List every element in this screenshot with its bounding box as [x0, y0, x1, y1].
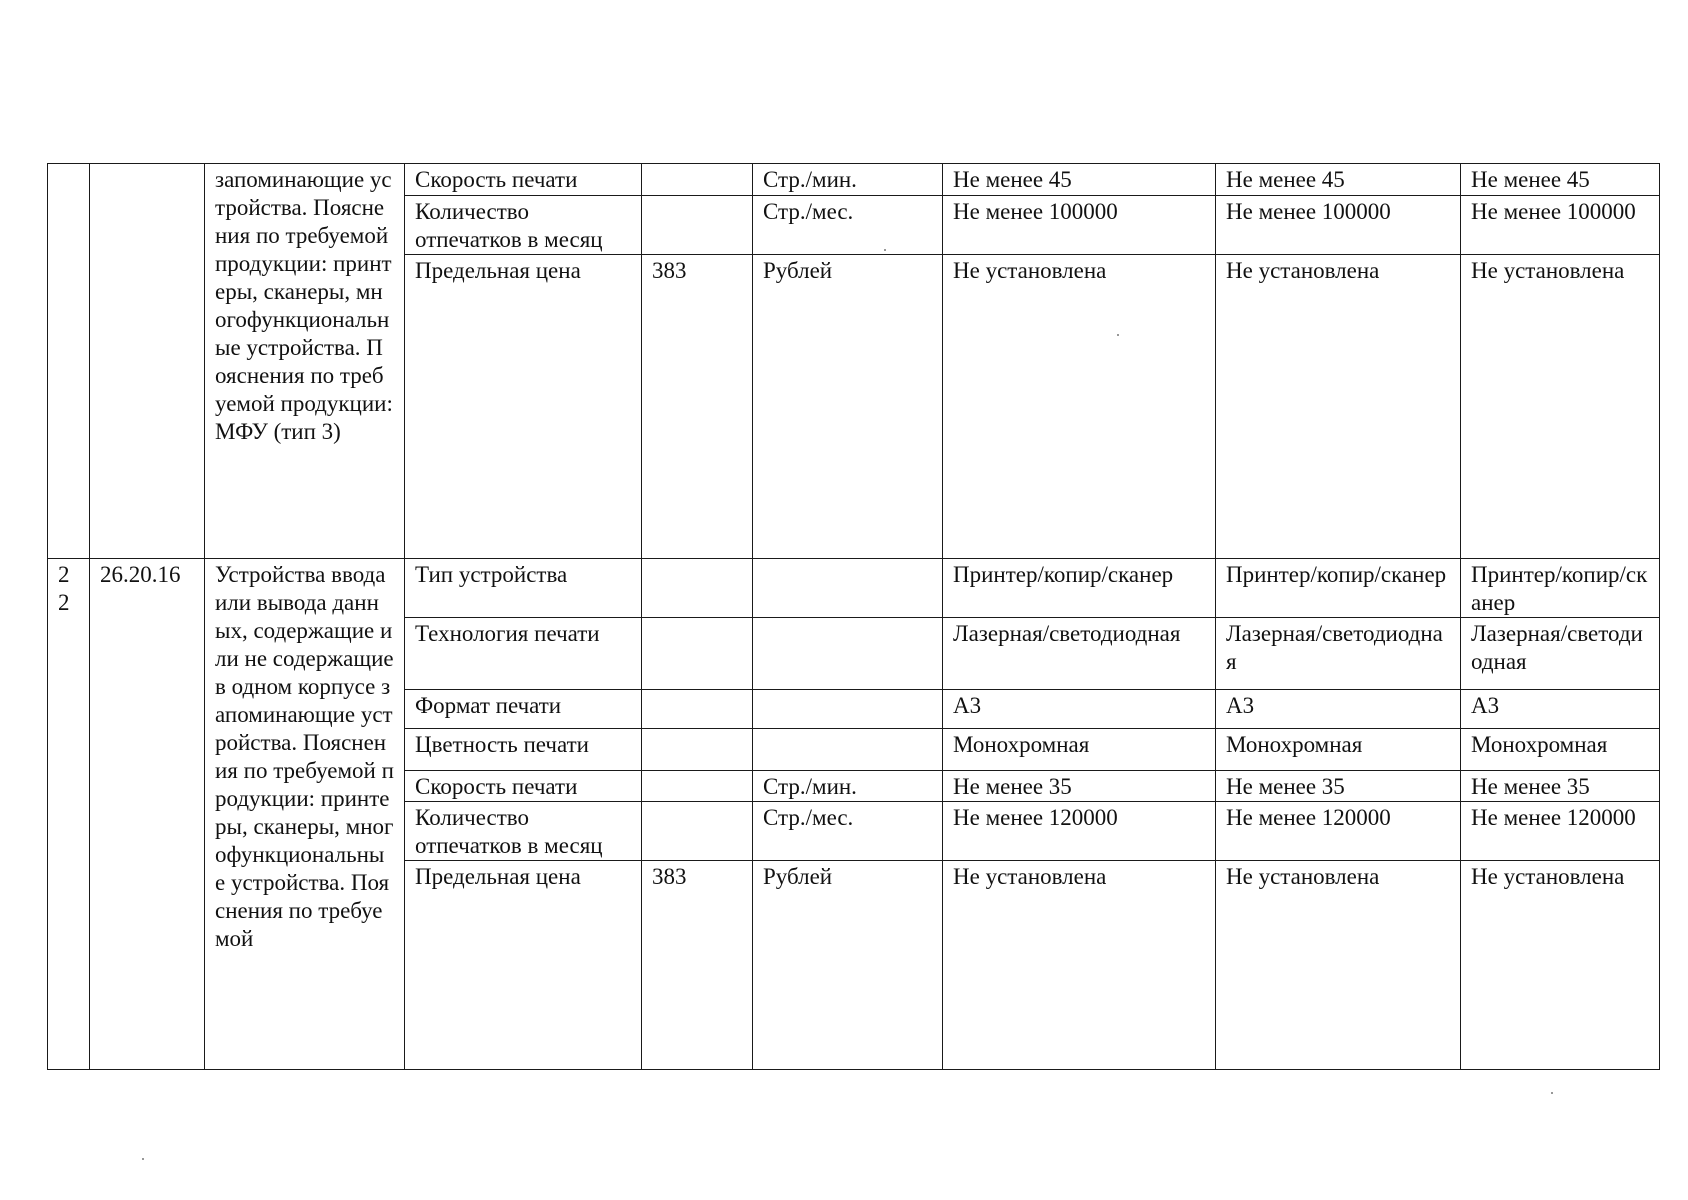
unit-name: Стр./мин. [753, 164, 943, 196]
value-3: Не менее 45 [1461, 164, 1660, 196]
characteristic-name: Предельная цена [405, 861, 642, 1070]
product-description: Устройства ввода или вывода данных, содержащие или не содержащие в одном корпусе запоминающие устройства. Пояснения по требуемой продукции: принтеры, сканеры, многофункциональные устройства. Пояснения по требуемой [205, 559, 405, 1070]
value-3: Принтер/копир/сканер [1461, 559, 1660, 618]
value-1: Не менее 100000 [943, 196, 1216, 255]
scan-speck [1551, 1092, 1553, 1094]
unit-name: Рублей [753, 255, 943, 559]
characteristic-name: Скорость печати [405, 771, 642, 802]
value-1: А3 [943, 690, 1216, 729]
value-1: Не установлена [943, 861, 1216, 1070]
okei-code [642, 802, 753, 861]
unit-name: Стр./мес. [753, 196, 943, 255]
characteristic-name: Количество отпечатков в месяц [405, 802, 642, 861]
value-3: Не менее 100000 [1461, 196, 1660, 255]
unit-name [753, 729, 943, 771]
value-3: А3 [1461, 690, 1660, 729]
value-2: Монохромная [1216, 729, 1461, 771]
okei-code [642, 559, 753, 618]
value-1: Не менее 45 [943, 164, 1216, 196]
value-1: Не менее 35 [943, 771, 1216, 802]
unit-name: Рублей [753, 861, 943, 1070]
value-1: Не установлена [943, 255, 1216, 559]
value-3: Не установлена [1461, 861, 1660, 1070]
okpd-code-cell [90, 164, 205, 559]
value-2: Не менее 100000 [1216, 196, 1461, 255]
okei-code [642, 618, 753, 690]
okei-code: 383 [642, 861, 753, 1070]
scan-speck [142, 1158, 144, 1160]
value-3: Лазерная/светодиодная [1461, 618, 1660, 690]
okei-code [642, 729, 753, 771]
value-1: Не менее 120000 [943, 802, 1216, 861]
row-number: 22 [48, 559, 90, 1070]
value-2: Не менее 45 [1216, 164, 1461, 196]
okei-code [642, 771, 753, 802]
okei-code [642, 196, 753, 255]
unit-name: Стр./мин. [753, 771, 943, 802]
table-row [48, 559, 1660, 618]
value-3: Не установлена [1461, 255, 1660, 559]
value-3: Монохромная [1461, 729, 1660, 771]
okpd-code: 26.20.16 [90, 559, 205, 1070]
scan-speck [884, 249, 886, 251]
table-row [48, 164, 1660, 196]
value-2: Не менее 35 [1216, 771, 1461, 802]
value-3: Не менее 120000 [1461, 802, 1660, 861]
value-1: Принтер/копир/сканер [943, 559, 1216, 618]
product-description: запоминающие устройства. Пояснения по требуемой продукции: принтеры, сканеры, многофункциональные устройства. Пояснения по требуемой продукции: МФУ (тип 3) [205, 164, 405, 559]
okei-code: 383 [642, 255, 753, 559]
value-2: Лазерная/светодиодная [1216, 618, 1461, 690]
value-2: Принтер/копир/сканер [1216, 559, 1461, 618]
unit-name [753, 690, 943, 729]
value-2: Не установлена [1216, 861, 1461, 1070]
unit-name [753, 618, 943, 690]
value-2: А3 [1216, 690, 1461, 729]
requirements-table [47, 163, 1660, 1070]
characteristic-name: Формат печати [405, 690, 642, 729]
characteristic-name: Скорость печати [405, 164, 642, 196]
value-2: Не установлена [1216, 255, 1461, 559]
unit-name: Стр./мес. [753, 802, 943, 861]
characteristic-name: Цветность печати [405, 729, 642, 771]
scan-speck [1117, 334, 1119, 336]
value-1: Монохромная [943, 729, 1216, 771]
okei-code [642, 164, 753, 196]
okei-code [642, 690, 753, 729]
characteristic-name: Технология печати [405, 618, 642, 690]
value-2: Не менее 120000 [1216, 802, 1461, 861]
unit-name [753, 559, 943, 618]
characteristic-name: Тип устройства [405, 559, 642, 618]
characteristic-name: Предельная цена [405, 255, 642, 559]
characteristic-name: Количество отпечатков в месяц [405, 196, 642, 255]
value-3: Не менее 35 [1461, 771, 1660, 802]
row-number-cell [48, 164, 90, 559]
value-1: Лазерная/светодиодная [943, 618, 1216, 690]
